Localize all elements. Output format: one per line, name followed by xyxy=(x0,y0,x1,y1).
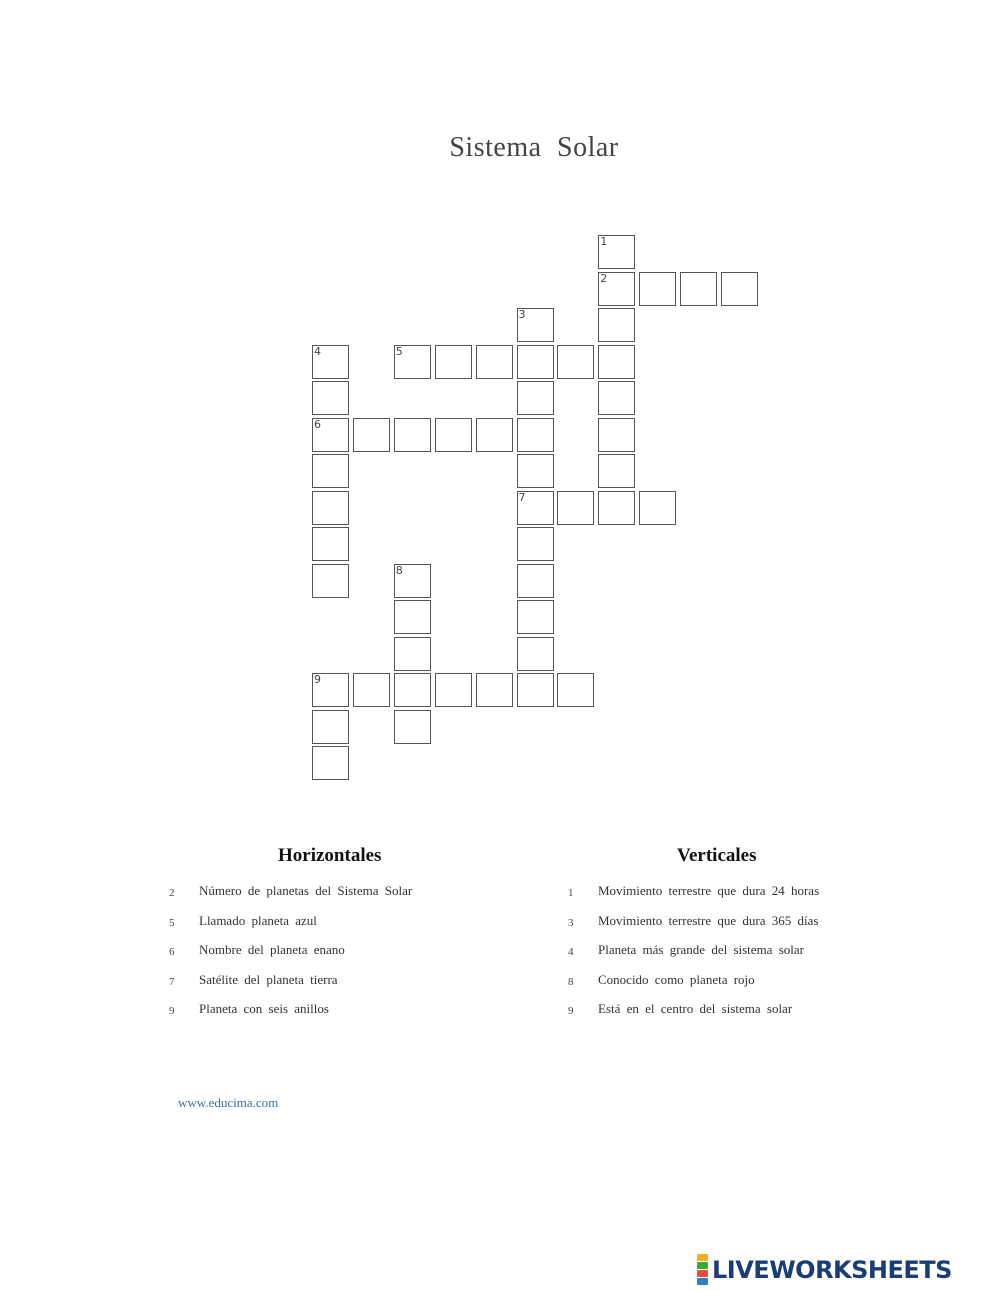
crossword-cell[interactable] xyxy=(312,345,349,379)
crossword-cell[interactable] xyxy=(476,345,513,379)
crossword-cell[interactable] xyxy=(517,491,554,525)
crossword-cell[interactable] xyxy=(639,491,676,525)
clue-number: 7 xyxy=(169,975,175,988)
clue-text: Conocido como planeta rojo xyxy=(598,971,755,987)
crossword-cell[interactable] xyxy=(394,418,431,452)
crossword-cell[interactable] xyxy=(312,454,349,488)
crossword-cell[interactable] xyxy=(598,308,635,342)
crossword-cell[interactable] xyxy=(394,710,431,744)
clue-number: 1 xyxy=(568,887,574,899)
crossword-cell[interactable] xyxy=(435,345,472,379)
cell-number: 3 xyxy=(518,308,526,321)
clue-text: Satélite del planeta tierra xyxy=(199,971,338,987)
website-link[interactable]: www.educima.com xyxy=(178,1095,279,1110)
crossword-cell[interactable] xyxy=(517,345,554,379)
crossword-cell[interactable] xyxy=(394,564,431,598)
cell-number: 7 xyxy=(518,490,526,504)
crossword-cell[interactable] xyxy=(394,673,431,707)
cell-number: 4 xyxy=(314,344,321,358)
clue-text: Está en el centro del sistema solar xyxy=(598,1001,793,1016)
cell-number: 1 xyxy=(600,235,608,248)
crossword-cell[interactable] xyxy=(435,418,472,452)
crossword-cell[interactable] xyxy=(598,381,635,415)
clue-number: 3 xyxy=(568,916,574,929)
crossword-cell[interactable] xyxy=(312,564,349,598)
crossword-cell[interactable] xyxy=(517,527,554,561)
logo-block xyxy=(697,1278,708,1285)
crossword-cell[interactable] xyxy=(517,600,554,634)
clue-text: Planeta con seis anillos xyxy=(199,1001,329,1016)
crossword-cell[interactable] xyxy=(435,673,472,707)
cell-number: 9 xyxy=(314,673,321,686)
crossword-cell[interactable] xyxy=(394,637,431,671)
crossword-cell[interactable] xyxy=(721,272,758,306)
clue-text: Movimiento terrestre que dura 24 horas xyxy=(598,883,820,898)
clue-number: 9 xyxy=(169,1005,175,1017)
clue-number: 5 xyxy=(169,916,175,929)
clue-number: 2 xyxy=(169,887,175,899)
clue-number: 4 xyxy=(568,946,574,958)
clue-number: 6 xyxy=(169,946,175,958)
crossword-cell[interactable] xyxy=(557,491,594,525)
crossword-cell[interactable] xyxy=(517,381,554,415)
crossword-cell[interactable] xyxy=(312,710,349,744)
crossword-cell[interactable] xyxy=(312,527,349,561)
crossword-cell[interactable] xyxy=(598,235,635,269)
crossword-cell[interactable] xyxy=(598,454,635,488)
cell-number: 6 xyxy=(314,417,321,431)
crossword-cell[interactable] xyxy=(557,673,594,707)
crossword-cell[interactable] xyxy=(312,491,349,525)
clue-text: Llamado planeta azul xyxy=(199,912,317,928)
crossword-cell[interactable] xyxy=(598,345,635,379)
crossword-cell[interactable] xyxy=(517,673,554,707)
crossword-cell[interactable] xyxy=(476,673,513,707)
crossword-cell[interactable] xyxy=(312,381,349,415)
logo-block xyxy=(697,1254,708,1261)
crossword-cell[interactable] xyxy=(312,673,349,707)
cell-number: 5 xyxy=(395,344,403,358)
crossword-cell[interactable] xyxy=(394,345,431,379)
clue-text: Movimiento terrestre que dura 365 días xyxy=(598,912,819,928)
cell-number: 2 xyxy=(600,271,608,285)
clue-number: 8 xyxy=(568,975,574,988)
crossword-cell[interactable] xyxy=(517,418,554,452)
crossword-cell[interactable] xyxy=(517,308,554,342)
crossword-cell[interactable] xyxy=(312,746,349,780)
clue-text: Nombre del planeta enano xyxy=(199,942,345,957)
clue-text: Número de planetas del Sistema Solar xyxy=(199,883,413,898)
crossword-cell[interactable] xyxy=(639,272,676,306)
crossword-cell[interactable] xyxy=(557,345,594,379)
logo-block xyxy=(697,1270,708,1277)
crossword-cell[interactable] xyxy=(598,491,635,525)
crossword-cell[interactable] xyxy=(353,673,390,707)
clue-text: Planeta más grande del sistema solar xyxy=(598,942,804,957)
page-title: Sistema Solar xyxy=(449,132,619,163)
crossword-cell[interactable] xyxy=(680,272,717,306)
brand-logo xyxy=(697,1254,952,1285)
crossword-cell[interactable] xyxy=(517,637,554,671)
logo-block xyxy=(697,1262,708,1269)
cell-number: 8 xyxy=(395,563,403,577)
clue-number: 9 xyxy=(568,1005,574,1017)
crossword-cell[interactable] xyxy=(598,418,635,452)
crossword-cell[interactable] xyxy=(598,272,635,306)
down-heading: Verticales xyxy=(677,845,757,866)
crossword-cell[interactable] xyxy=(517,454,554,488)
crossword-cell[interactable] xyxy=(353,418,390,452)
crossword-cell[interactable] xyxy=(476,418,513,452)
crossword-cell[interactable] xyxy=(394,600,431,634)
liveworksheets-logo-icon xyxy=(697,1254,708,1285)
crossword-cell[interactable] xyxy=(517,564,554,598)
brand-name: LIVEWORKSHEETS xyxy=(712,1255,952,1284)
across-heading: Horizontales xyxy=(278,845,382,866)
crossword-cell[interactable] xyxy=(312,418,349,452)
